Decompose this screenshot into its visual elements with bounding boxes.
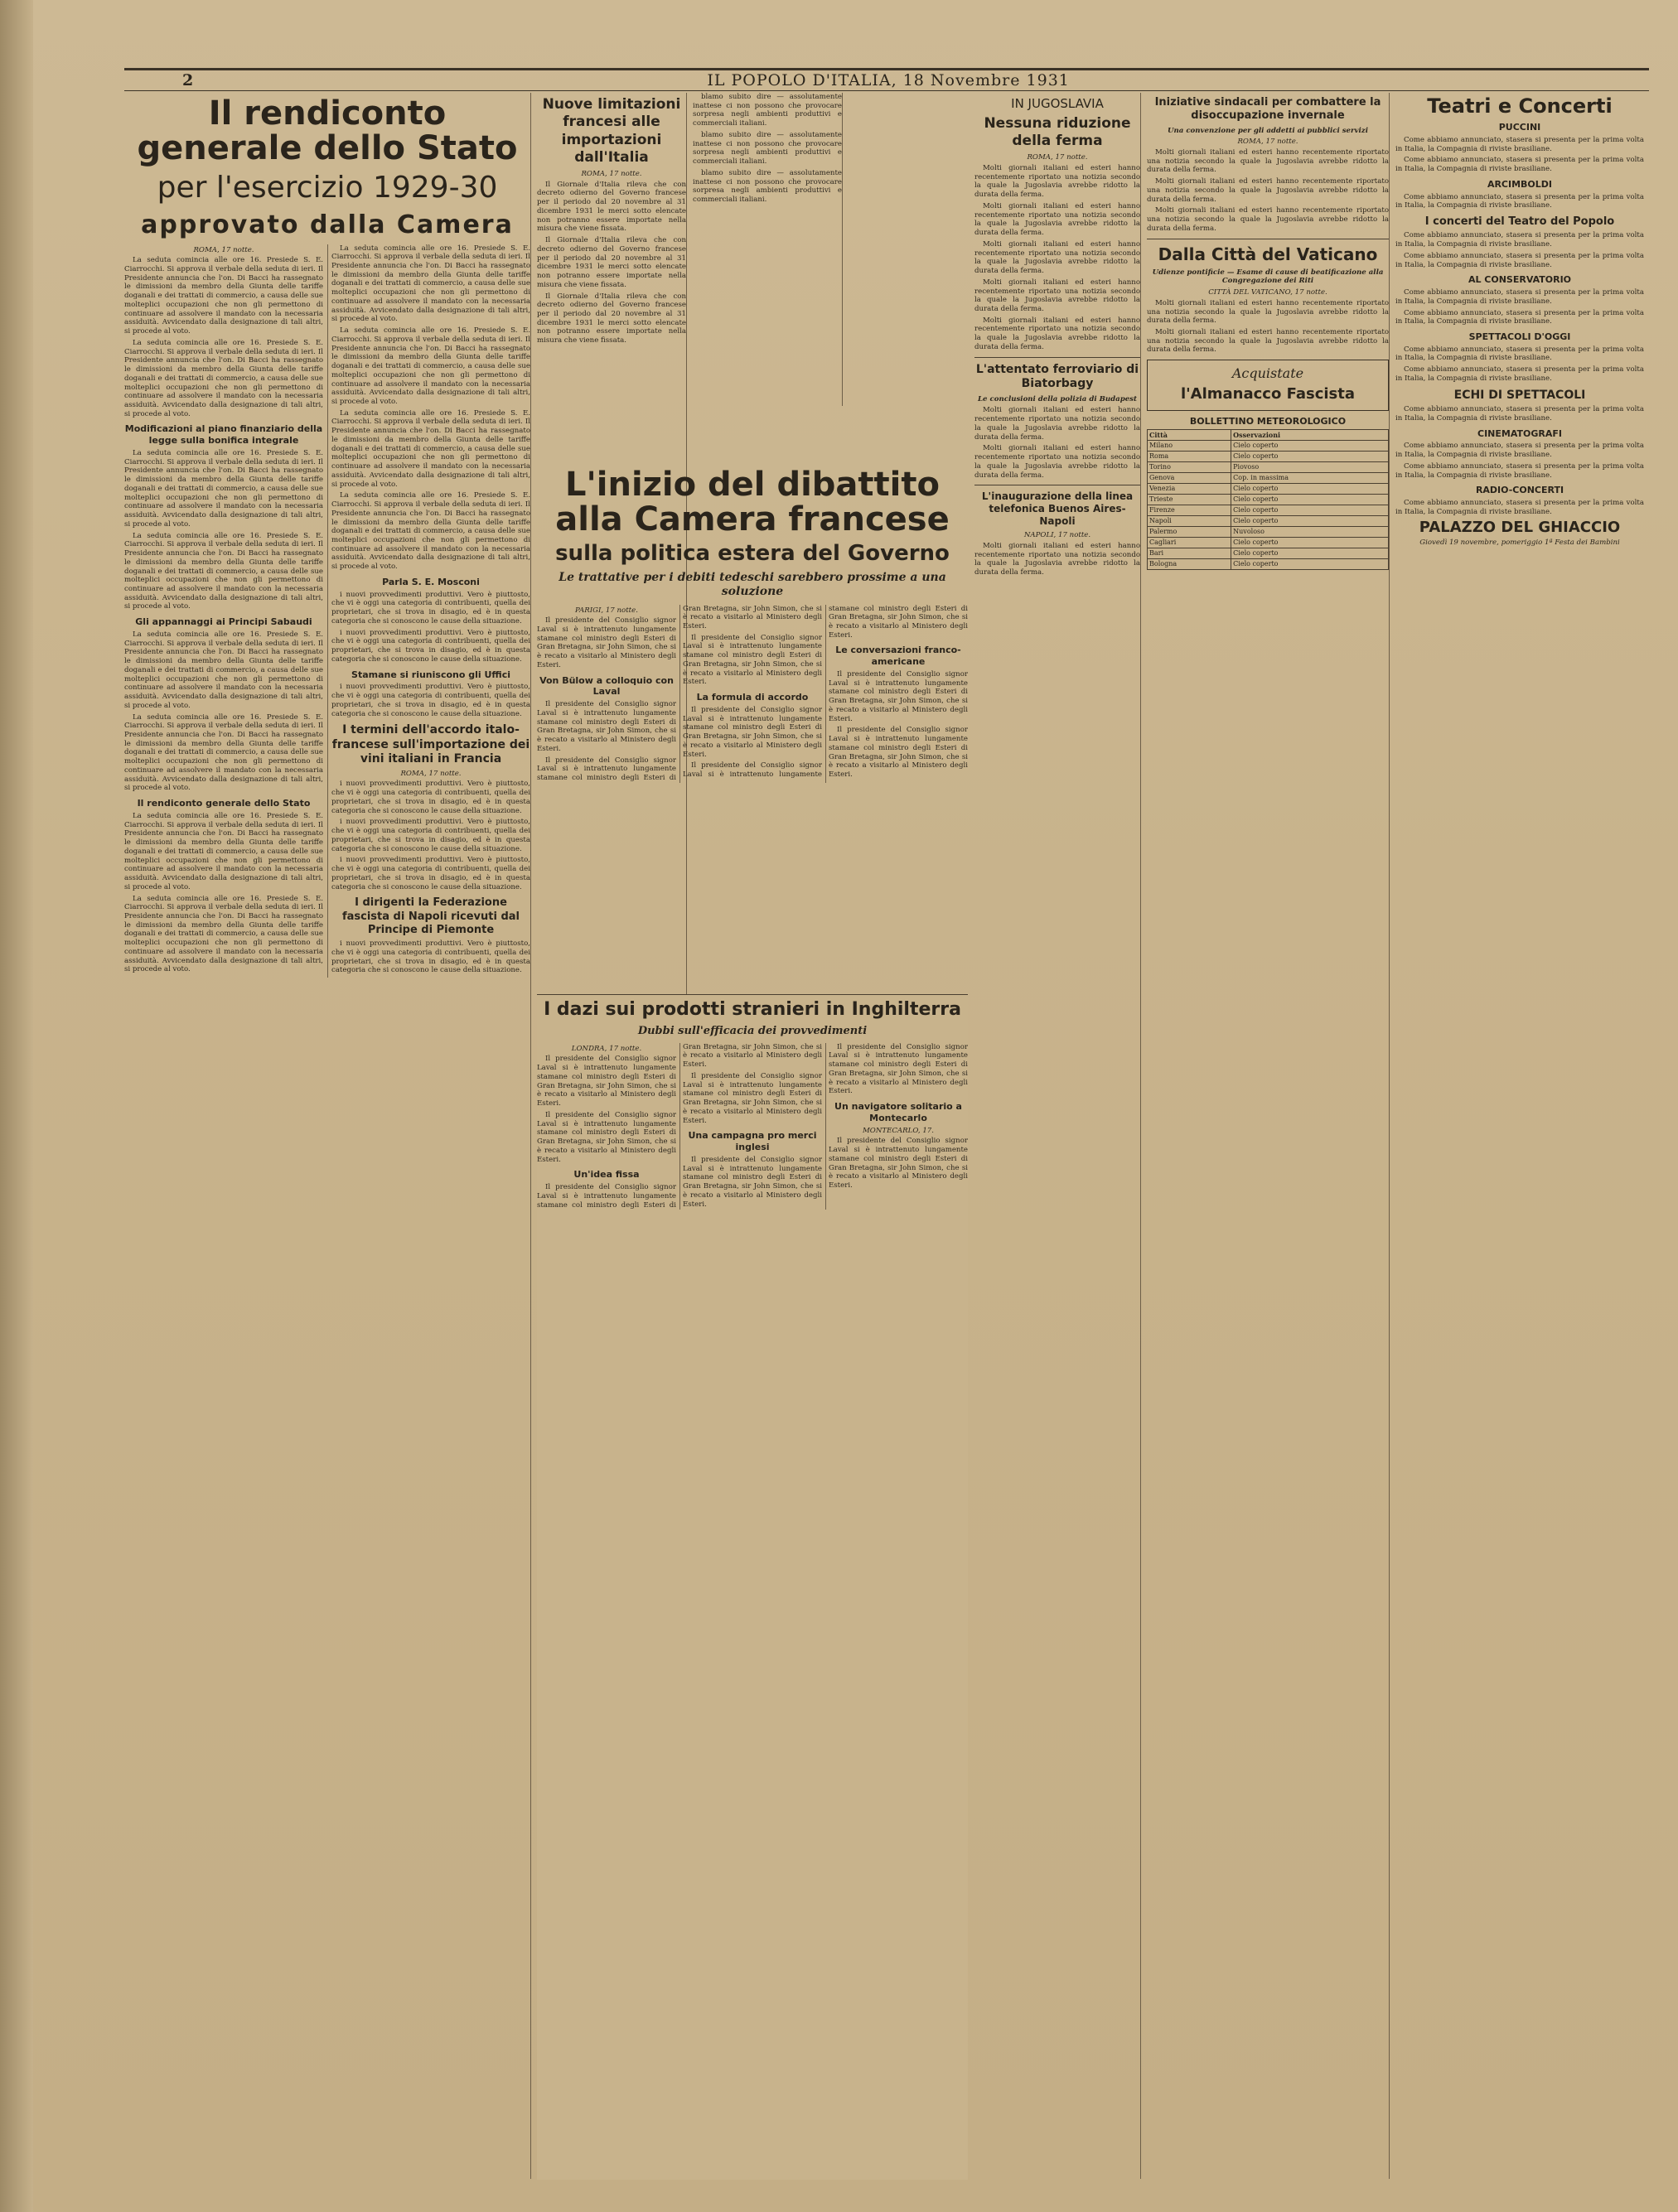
headline-palazzo-ghiaccio: PALAZZO DEL GHIACCIO	[1419, 518, 1621, 536]
section-heading: I dirigenti la Federazione fascista di Napoli ricevuti dal Principe di Piemonte	[341, 896, 520, 936]
headline-attentato: L'attentato ferroviario di Biatorbagy	[975, 362, 1139, 391]
article-body-cont: Il presidente del Consiglio signor Laval si è intrattenuto lungamente stamane col ministro degli Esteri di Gran Bretagna, sir John Simon, che si è recato a visitarlo al Ministero degli Esteri.	[537, 700, 676, 753]
weather-row	[1148, 548, 1389, 559]
article-body-cont: La seduta comincia alle ore 16. Presiede S. E. Ciarrocchi. Si approva il verbale della seduta di ieri. Il Presidente annuncia che l'on. Di Bacci ha rassegnato le dimissioni da membro della Giunta delle tariffe doganali e dei trattati di commercio, a causa delle sue molteplici occupazioni che non gli permettono di continuare ad assolvere il mandato con la necessaria assiduità. Avvicendato dalla designazione di tali altri, si procede al voto.	[124, 811, 323, 891]
section-heading: Il rendiconto generale dello Stato	[137, 798, 311, 809]
article-body-cont: Molti giornali italiani ed esteri hanno recentemente riportato una notizia secondo la quale la Jugoslavia avrebbe ridotto la durata della ferma.	[974, 542, 1140, 577]
article-body-cont: Il presidente del Consiglio signor Laval si è intrattenuto lungamente stamane col ministro degli Esteri di Gran Bretagna, sir John Simon, che si è recato a visitarlo al Ministero degli Esteri.	[683, 633, 822, 687]
article-body-cont: Come abbiamo annunciato, stasera si presenta per la prima volta in Italia, la Compagnia di riviste brasiliane.	[1395, 461, 1644, 480]
weather-observation: Nuvoloso	[1231, 527, 1389, 538]
weather-observation: Cielo coperto	[1231, 516, 1389, 527]
article-body-cont: Il presidente del Consiglio signor Laval si è intrattenuto lungamente stamane col ministro degli Esteri di Gran Bretagna, sir John Simon, che si è recato a visitarlo al Ministero degli Esteri.	[537, 1042, 822, 1210]
article-body-cont: Il presidente del Consiglio signor Laval si è intrattenuto lungamente stamane col ministro degli Esteri di Gran Bretagna, sir John Simon, che si è recato a visitarlo al Ministero degli Esteri.	[537, 1110, 676, 1164]
dazi-article	[537, 994, 968, 2180]
article-body-cont: Il presidente del Consiglio signor Laval si è intrattenuto lungamente stamane col ministro degli Esteri di Gran Bretagna, sir John Simon, che si è recato a visitarlo al Ministero degli Esteri.	[683, 1071, 822, 1125]
weather-city: Genova	[1148, 473, 1231, 484]
weather-city: Roma	[1148, 452, 1231, 462]
section-heading: AL CONSERVATORIO	[1468, 274, 1572, 286]
article-body-cont: Molti giornali italiani ed esteri hanno recentemente riportato una notizia secondo la quale la Jugoslavia avrebbe ridotto la durata della ferma.	[974, 406, 1140, 442]
article-body-cont: Come abbiamo annunciato, stasera si presenta per la prima volta in Italia, la Compagnia di riviste brasiliane.	[1395, 345, 1644, 363]
article-body-cont: Come abbiamo annunciato, stasera si presenta per la prima volta in Italia, la Compagnia di riviste brasiliane.	[1395, 308, 1644, 326]
article-body-cont: La seduta comincia alle ore 16. Presiede S. E. Ciarrocchi. Si approva il verbale della seduta di ieri. Il Presidente annuncia che l'on. Di Bacci ha rassegnato le dimissioni da membro della Giunta delle tariffe doganali e dei trattati di commercio, a causa delle sue molteplici occupazioni che non gli permettono di continuare ad assolvere il mandato con la necessaria assiduità. Avvicendato dalla designazione di tali altri, si procede al voto.	[124, 338, 323, 418]
weather-city: Trieste	[1148, 495, 1231, 505]
weather-row	[1148, 527, 1389, 538]
dateline: ROMA, 17 notte.	[581, 170, 642, 178]
section-heading: I concerti del Teatro del Popolo	[1424, 215, 1615, 229]
weather-observation: Cielo coperto	[1231, 538, 1389, 548]
article-body-cont: Molti giornali italiani ed esteri hanno recentemente riportato una notizia secondo la quale la Jugoslavia avrebbe ridotto la durata della ferma.	[1147, 298, 1389, 326]
article-body-cont: La seduta comincia alle ore 16. Presiede S. E. Ciarrocchi. Si approva il verbale della seduta di ieri. Il Presidente annuncia che l'on. Di Bacci ha rassegnato le dimissioni da membro della Giunta delle tariffe doganali e dei trattati di commercio, a causa delle sue molteplici occupazioni che non gli permettono di continuare ad assolvere il mandato con la necessaria assiduità. Avvicendato dalla designazione di tali altri, si procede al voto.	[331, 491, 530, 572]
divider	[974, 357, 1140, 358]
subhead-udienze: Udienze pontificie — Esame di cause di beatificazione alla Congregazione dei Riti	[1152, 268, 1384, 286]
section-heading: RADIO-CONCERTI	[1475, 485, 1564, 496]
article-body: Molti giornali italiani ed esteri hanno recentemente riportato una notizia secondo la quale la Jugoslavia avrebbe ridotto la durata della ferma.	[1147, 147, 1389, 175]
dateline: LONDRA, 17 notte.	[571, 1044, 642, 1053]
section-heading: Modificazioni al piano finanziario della legge sulla bonifica integrale	[124, 423, 323, 447]
weather-title: BOLLETTINO METEOROLOGICO	[1189, 415, 1347, 427]
dateline: ROMA, 17 notte.	[400, 769, 462, 778]
weather-observation: Cielo coperto	[1231, 441, 1389, 452]
weather-table	[1147, 429, 1389, 570]
weather-row	[1148, 452, 1389, 462]
weather-city: Firenze	[1148, 505, 1231, 516]
article-body-cont: Il presidente del Consiglio signor Laval si è intrattenuto lungamente stamane col ministro degli Esteri di Gran Bretagna, sir John Simon, che si è recato a visitarlo al Ministero degli Esteri.	[537, 604, 822, 783]
subhead-esercizio: per l'esercizio 1929-30	[157, 171, 498, 205]
article-body-cont: Molti giornali italiani ed esteri hanno recentemente riportato una notizia secondo la quale la Jugoslavia avrebbe ridotto la durata della ferma.	[974, 239, 1140, 276]
article-body-cont: La seduta comincia alle ore 16. Presiede S. E. Ciarrocchi. Si approva il verbale della seduta di ieri. Il Presidente annuncia che l'on. Di Bacci ha rassegnato le dimissioni da membro della Giunta delle tariffe doganali e dei trattati di commercio, a causa delle sue molteplici occupazioni che non gli permettono di continuare ad assolvere il mandato con la necessaria assiduità. Avvicendato dalla designazione di tali altri, si procede al voto.	[124, 448, 323, 529]
subhead-convenzione: Una convenzione per gli addetti ai pubblici servizi	[1168, 126, 1368, 135]
weather-header: Città	[1148, 430, 1231, 441]
weather-row	[1148, 495, 1389, 505]
weather-row	[1148, 516, 1389, 527]
article-body-cont: i nuovi provvedimenti produttivi. Vero è piuttosto, che vi è oggi una categoria di contribuenti, quella dei proprietari, che si trova in disagio, ed è in questa categoria che si conoscono le cause della situazione.	[331, 628, 530, 664]
page-number: 2	[182, 71, 195, 89]
article-body-cont: La seduta comincia alle ore 16. Presiede S. E. Ciarrocchi. Si approva il verbale della seduta di ieri. Il Presidente annuncia che l'on. Di Bacci ha rassegnato le dimissioni da membro della Giunta delle tariffe doganali e dei trattati di commercio, a causa delle sue molteplici occupazioni che non gli permettono di continuare ad assolvere il mandato con la necessaria assiduità. Avvicendato dalla designazione di tali altri, si procede al voto.	[331, 244, 530, 324]
article-body: Molti giornali italiani ed esteri hanno recentemente riportato una notizia secondo la quale la Jugoslavia avrebbe ridotto la durata della ferma.	[974, 163, 1140, 200]
weather-row	[1148, 505, 1389, 516]
ad-title: l'Almanacco Fascista	[1180, 385, 1356, 403]
article-body: Il presidente del Consiglio signor Laval si è intrattenuto lungamente stamane col ministro degli Esteri di Gran Bretagna, sir John Simon, che si è recato a visitarlo al Ministero degli Esteri.	[537, 1055, 676, 1108]
page-edge-shadow	[0, 0, 33, 2212]
weather-row	[1148, 462, 1389, 473]
article-body: Il Giornale d'Italia rileva che con decreto odierno del Governo francese per il periodo dal 20 novembre al 31 dicembre 1931 le merci sotto elencate non potranno essere importate nella misura che viene fissata.	[537, 180, 686, 234]
weather-row	[1148, 441, 1389, 452]
article-body-cont: blamo subito dire — assolutamente inattese ci non possono che provocare sorpresa negli ambienti produttivi e commerciali italiani.	[693, 130, 842, 167]
article-body-cont: La seduta comincia alle ore 16. Presiede S. E. Ciarrocchi. Si approva il verbale della seduta di ieri. Il Presidente annuncia che l'on. Di Bacci ha rassegnato le dimissioni da membro della Giunta delle tariffe doganali e dei trattati di commercio, a causa delle sue molteplici occupazioni che non gli permettono di continuare ad assolvere il mandato con la necessaria assiduità. Avvicendato dalla designazione di tali altri, si procede al voto.	[124, 630, 323, 710]
article-body-cont: Molti giornali italiani ed esteri hanno recentemente riportato una notizia secondo la quale la Jugoslavia avrebbe ridotto la durata della ferma.	[974, 201, 1140, 238]
article-body-cont: Il presidente del Consiglio signor Laval si è intrattenuto lungamente stamane col ministro degli Esteri di Gran Bretagna, sir John Simon, che si è recato a visitarlo al Ministero degli Esteri.	[829, 669, 968, 723]
weather-city: Cagliari	[1148, 538, 1231, 548]
weather-city: Milano	[1148, 441, 1231, 452]
article-body-cont: Il Giornale d'Italia rileva che con decreto odierno del Governo francese per il periodo dal 20 novembre al 31 dicembre 1931 le merci sotto elencate non potranno essere importate nella misura che viene fissata.	[537, 236, 686, 289]
headline-vaticano: Dalla Città del Vaticano	[1158, 244, 1378, 264]
subhead-approvato: approvato dalla Camera	[141, 210, 514, 239]
weather-observation: Cielo coperto	[1231, 452, 1389, 462]
weather-city: Torino	[1148, 462, 1231, 473]
article-body-cont: Come abbiamo annunciato, stasera si presenta per la prima volta in Italia, la Compagnia di riviste brasiliane.	[1395, 192, 1644, 210]
weather-observation: Cielo coperto	[1231, 505, 1389, 516]
article-body: blamo subito dire — assolutamente inattese ci non possono che provocare sorpresa negli ambienti produttivi e commerciali italiani.	[693, 93, 842, 128]
weather-city: Bologna	[1148, 559, 1231, 570]
article-body-cont: i nuovi provvedimenti produttivi. Vero è piuttosto, che vi è oggi una categoria di contribuenti, quella dei proprietari, che si trova in disagio, ed è in questa categoria che si conoscono le cause della situazione.	[331, 818, 530, 853]
weather-row	[1148, 538, 1389, 548]
section-heading: ARCIMBOLDI	[1487, 178, 1553, 190]
dateline: MONTECARLO, 17.	[862, 1126, 934, 1135]
section-heading: CINEMATOGRAFI	[1477, 427, 1562, 439]
headline-limitazioni: Nuove limitazioni francesi alle importazioni dall'Italia	[542, 96, 681, 166]
ad-kicker: Acquistate	[1231, 365, 1304, 382]
weather-observation: Piovoso	[1231, 462, 1389, 473]
section-heading: Un'idea fissa	[573, 1169, 640, 1181]
article-body-cont: Il presidente del Consiglio signor Laval si è intrattenuto lungamente stamane col ministro degli Esteri di Gran Bretagna, sir John Simon, che si è recato a visitarlo al Ministero degli Esteri.	[683, 604, 968, 779]
weather-row	[1148, 559, 1389, 570]
section-heading: Von Bülow a colloquio con Laval	[539, 674, 674, 698]
article-body-cont: La seduta comincia alle ore 16. Presiede S. E. Ciarrocchi. Si approva il verbale della seduta di ieri. Il Presidente annuncia che l'on. Di Bacci ha rassegnato le dimissioni da membro della Giunta delle tariffe doganali e dei trattati di commercio, a causa delle sue molteplici occupazioni che non gli permettono di continuare ad assolvere il mandato con la necessaria assiduità. Avvicendato dalla designazione di tali altri, si procede al voto.	[331, 408, 530, 489]
headline-teatri: Teatri e Concerti	[1427, 94, 1613, 118]
weather-observation: Cielo coperto	[1231, 559, 1389, 570]
article-body-cont: Molti giornali italiani ed esteri hanno recentemente riportato una notizia secondo la quale la Jugoslavia avrebbe ridotto la durata della ferma.	[974, 278, 1140, 313]
section-heading: PUCCINI	[1498, 122, 1541, 133]
section-heading: Stamane si riuniscono gli Uffici	[351, 669, 510, 680]
section-heading: SPETTACOLI D'OGGI	[1468, 331, 1571, 342]
dateline: ROMA, 17 notte.	[1027, 153, 1088, 162]
article-body-cont: Molti giornali italiani ed esteri hanno recentemente riportato una notizia secondo la quale la Jugoslavia avrebbe ridotto la durata della ferma.	[1147, 206, 1389, 233]
article-body: Il presidente del Consiglio signor Laval si è intrattenuto lungamente stamane col ministro degli Esteri di Gran Bretagna, sir John Simon, che si è recato a visitarlo al Ministero degli Esteri.	[537, 616, 676, 669]
dateline: CITTÀ DEL VATICANO, 17 notte.	[1208, 288, 1327, 297]
article-body-cont: Il Giornale d'Italia rileva che con decreto odierno del Governo francese per il periodo dal 20 novembre al 31 dicembre 1931 le merci sotto elencate non potranno essere importate nella misura che viene fissata.	[537, 292, 686, 345]
weather-observation: Cop. in massima	[1231, 473, 1389, 484]
column-4-top	[693, 93, 843, 406]
headline-ferma: Nessuna riduzione della ferma	[984, 114, 1131, 149]
weather-row	[1148, 484, 1389, 495]
article-body-cont: Come abbiamo annunciato, stasera si presenta per la prima volta in Italia, la Compagnia di riviste brasiliane.	[1395, 156, 1644, 174]
masthead	[124, 68, 1649, 91]
weather-header: Osservazioni	[1231, 430, 1389, 441]
headline-dazi: I dazi sui prodotti stranieri in Inghilterra	[544, 999, 961, 1020]
article-body-cont: Molti giornali italiani ed esteri hanno recentemente riportato una notizia secondo la quale la Jugoslavia avrebbe ridotto la durata della ferma.	[974, 444, 1140, 480]
weather-observation: Cielo coperto	[1231, 495, 1389, 505]
newspaper-title-line: IL POPOLO D'ITALIA, 18 Novembre 1931	[707, 71, 1070, 89]
article-body-cont: Molti giornali italiani ed esteri hanno recentemente riportato una notizia secondo la quale la Jugoslavia avrebbe ridotto la durata della ferma.	[974, 316, 1140, 351]
article-body-cont: Il presidente del Consiglio signor Laval si è intrattenuto lungamente stamane col ministro degli Esteri di Gran Bretagna, sir John Simon, che si è recato a visitarlo al Ministero degli Esteri.	[829, 726, 968, 780]
headline-sindacali: Iniziative sindacali per combattere la disoccupazione invernale	[1154, 96, 1381, 123]
weather-observation: Cielo coperto	[1231, 548, 1389, 559]
article-body: La seduta comincia alle ore 16. Presiede S. E. Ciarrocchi. Si approva il verbale della seduta di ieri. Il Presidente annuncia che l'on. Di Bacci ha rassegnato le dimissioni da membro della Giunta delle tariffe doganali e dei trattati di commercio, a causa delle sue molteplici occupazioni che non gli permettono di continuare ad assolvere il mandato con la necessaria assiduità. Avvicendato dalla designazione di tali altri, si procede al voto.	[124, 256, 323, 336]
headline-telefonica: L'inaugurazione della linea telefonica Buenos Aires-Napoli	[981, 490, 1134, 528]
dateline: ROMA, 17 notte.	[1237, 138, 1298, 147]
subhead-politica-estera: sulla politica estera del Governo	[555, 541, 950, 566]
article-body-cont: La seduta comincia alle ore 16. Presiede S. E. Ciarrocchi. Si approva il verbale della seduta di ieri. Il Presidente annuncia che l'on. Di Bacci ha rassegnato le dimissioni da membro della Giunta delle tariffe doganali e dei trattati di commercio, a causa delle sue molteplici occupazioni che non gli permettono di continuare ad assolvere il mandato con la necessaria assiduità. Avvicendato dalla designazione di tali altri, si procede al voto.	[124, 712, 323, 793]
subhead-conclusioni: Le conclusioni della polizia di Budapest	[978, 394, 1137, 403]
article-body-cont: i nuovi provvedimenti produttivi. Vero è piuttosto, che vi è oggi una categoria di contribuenti, quella dei proprietari, che si trova in disagio, ed è in questa categoria che si conoscono le cause della situazione.	[331, 590, 530, 625]
article-body-cont: Come abbiamo annunciato, stasera si presenta per la prima volta in Italia, la Compagnia di riviste brasiliane.	[1395, 405, 1644, 423]
article-body-cont: Come abbiamo annunciato, stasera si presenta per la prima volta in Italia, la Compagnia di riviste brasiliane.	[1395, 499, 1644, 516]
subhead-debiti: Le trattative per i debiti tedeschi sarebbero prossime a una soluzione	[559, 570, 946, 598]
article-body-cont: i nuovi provvedimenti produttivi. Vero è piuttosto, che vi è oggi una categoria di contribuenti, quella dei proprietari, che si trova in disagio, ed è in questa categoria che si conoscono le cause della situazione.	[331, 856, 530, 891]
article-body-cont: blamo subito dire — assolutamente inattese ci non possono che provocare sorpresa negli ambienti produttivi e commerciali italiani.	[693, 168, 842, 205]
article-body-cont: Il presidente del Consiglio signor Laval si è intrattenuto lungamente stamane col ministro degli Esteri di Gran Bretagna, sir John Simon, che si è recato a visitarlo al Ministero degli Esteri.	[683, 705, 822, 759]
article-body-cont: La seduta comincia alle ore 16. Presiede S. E. Ciarrocchi. Si approva il verbale della seduta di ieri. Il Presidente annuncia che l'on. Di Bacci ha rassegnato le dimissioni da membro della Giunta delle tariffe doganali e dei trattati di commercio, a causa delle sue molteplici occupazioni che non gli permettono di continuare ad assolvere il mandato con la necessaria assiduità. Avvicendato dalla designazione di tali altri, si procede al voto.	[124, 894, 323, 974]
column-6	[1147, 93, 1390, 2179]
weather-city: Bari	[1148, 548, 1231, 559]
weather-city: Napoli	[1148, 516, 1231, 527]
article-body-cont: Come abbiamo annunciato, stasera si presenta per la prima volta in Italia, la Compagnia di riviste brasiliane.	[1395, 231, 1644, 249]
section-heading: La formula di accordo	[696, 692, 809, 703]
article-body-cont: Molti giornali italiani ed esteri hanno recentemente riportato una notizia secondo la quale la Jugoslavia avrebbe ridotto la durata della ferma.	[1147, 177, 1389, 204]
weather-city: Venezia	[1148, 484, 1231, 495]
article-body-cont: Come abbiamo annunciato, stasera si presenta per la prima volta in Italia, la Compagnia di riviste brasiliane.	[1395, 442, 1644, 460]
article-body-cont: Il presidente del Consiglio signor Laval si è intrattenuto lungamente stamane col ministro degli Esteri di Gran Bretagna, sir John Simon, che si è recato a visitarlo al Ministero degli Esteri.	[683, 1155, 822, 1209]
dateline: ROMA, 17 notte.	[193, 245, 254, 254]
article-body-cont: La seduta comincia alle ore 16. Presiede S. E. Ciarrocchi. Si approva il verbale della seduta di ieri. Il Presidente annuncia che l'on. Di Bacci ha rassegnato le dimissioni da membro della Giunta delle tariffe doganali e dei trattati di commercio, a causa delle sue molteplici occupazioni che non gli permettono di continuare ad assolvere il mandato con la necessaria assiduità. Avvicendato dalla designazione di tali altri, si procede al voto.	[124, 531, 323, 611]
section-heading: Le conversazioni franco-americane	[835, 645, 961, 668]
almanacco-ad	[1147, 360, 1389, 411]
article-body-cont: Il presidente del Consiglio signor Laval si è intrattenuto lungamente stamane col ministro degli Esteri di Gran Bretagna, sir John Simon, che si è recato a visitarlo al Ministero degli Esteri.	[829, 1137, 968, 1191]
subhead-dubbi: Dubbi sull'efficacia dei provvedimenti	[637, 1024, 868, 1037]
kicker-jugoslavia: IN JUGOSLAVIA	[1011, 96, 1104, 111]
section-heading: I termini dell'accordo italo-francese sull'importazione dei vini italiani in Francia	[331, 723, 530, 766]
article-body-cont: i nuovi provvedimenti produttivi. Vero è piuttosto, che vi è oggi una categoria di contribuenti, quella dei proprietari, che si trova in disagio, ed è in questa categoria che si conoscono le cause della situazione.	[331, 683, 530, 718]
article-body-cont: Come abbiamo annunciato, stasera si presenta per la prima volta in Italia, la Compagnia di riviste brasiliane.	[1395, 288, 1644, 306]
column-1	[124, 93, 531, 2179]
headline-rendiconto: Il rendiconto generale dello Stato	[137, 94, 518, 167]
headline-dibattito: L'inizio del dibattito alla Camera francese	[555, 466, 950, 539]
article-body-cont: i nuovi provvedimenti produttivi. Vero è piuttosto, che vi è oggi una categoria di contribuenti, quella dei proprietari, che si trova in disagio, ed è in questa categoria che si conoscono le cause della situazione.	[331, 780, 530, 815]
column-7	[1395, 93, 1644, 2179]
column-5	[974, 93, 1141, 2179]
article-body-cont: La seduta comincia alle ore 16. Presiede S. E. Ciarrocchi. Si approva il verbale della seduta di ieri. Il Presidente annuncia che l'on. Di Bacci ha rassegnato le dimissioni da membro della Giunta delle tariffe doganali e dei trattati di commercio, a causa delle sue molteplici occupazioni che non gli permettono di continuare ad assolvere il mandato con la necessaria assiduità. Avvicendato dalla designazione di tali altri, si procede al voto.	[331, 326, 530, 406]
dateline: PARIGI, 17 notte.	[575, 606, 638, 615]
section-heading: ECHI DI SPETTACOLI	[1453, 388, 1586, 402]
dateline: NAPOLI, 17 notte.	[1023, 531, 1091, 540]
weather-observation: Cielo coperto	[1231, 484, 1389, 495]
section-heading: Una campagna pro merci inglesi	[688, 1130, 817, 1153]
weather-row	[1148, 473, 1389, 484]
article-body-cont: Come abbiamo annunciato, stasera si presenta per la prima volta in Italia, la Compagnia di riviste brasiliane.	[1395, 251, 1644, 269]
section-heading: Un navigatore solitario a Montecarlo	[834, 1101, 962, 1123]
section-heading: Gli appannaggi ai Principi Sabaudi	[135, 616, 312, 628]
article-body-cont: Molti giornali italiani ed esteri hanno recentemente riportato una notizia secondo la quale la Jugoslavia avrebbe ridotto la durata della ferma.	[1147, 327, 1389, 355]
section-heading: Parla S. E. Mosconi	[382, 576, 480, 587]
article-body-cont: Il presidente del Consiglio signor Laval si è intrattenuto lungamente stamane col ministro degli Esteri di Gran Bretagna, sir John Simon, che si è recato a visitarlo al Ministero degli Esteri.	[829, 1042, 968, 1096]
article-body-cont: i nuovi provvedimenti produttivi. Vero è piuttosto, che vi è oggi una categoria di contribuenti, quella dei proprietari, che si trova in disagio, ed è in questa categoria che si conoscono le cause della situazione.	[331, 939, 530, 975]
subhead-festa: Giovedì 19 novembre, pomeriggio 1ª Festa dei Bambini	[1419, 539, 1620, 548]
weather-city: Palermo	[1148, 527, 1231, 538]
article-body: Come abbiamo annunciato, stasera si presenta per la prima volta in Italia, la Compagnia di riviste brasiliane.	[1395, 135, 1644, 153]
article-body-cont: Come abbiamo annunciato, stasera si presenta per la prima volta in Italia, la Compagnia di riviste brasiliane.	[1395, 365, 1644, 383]
